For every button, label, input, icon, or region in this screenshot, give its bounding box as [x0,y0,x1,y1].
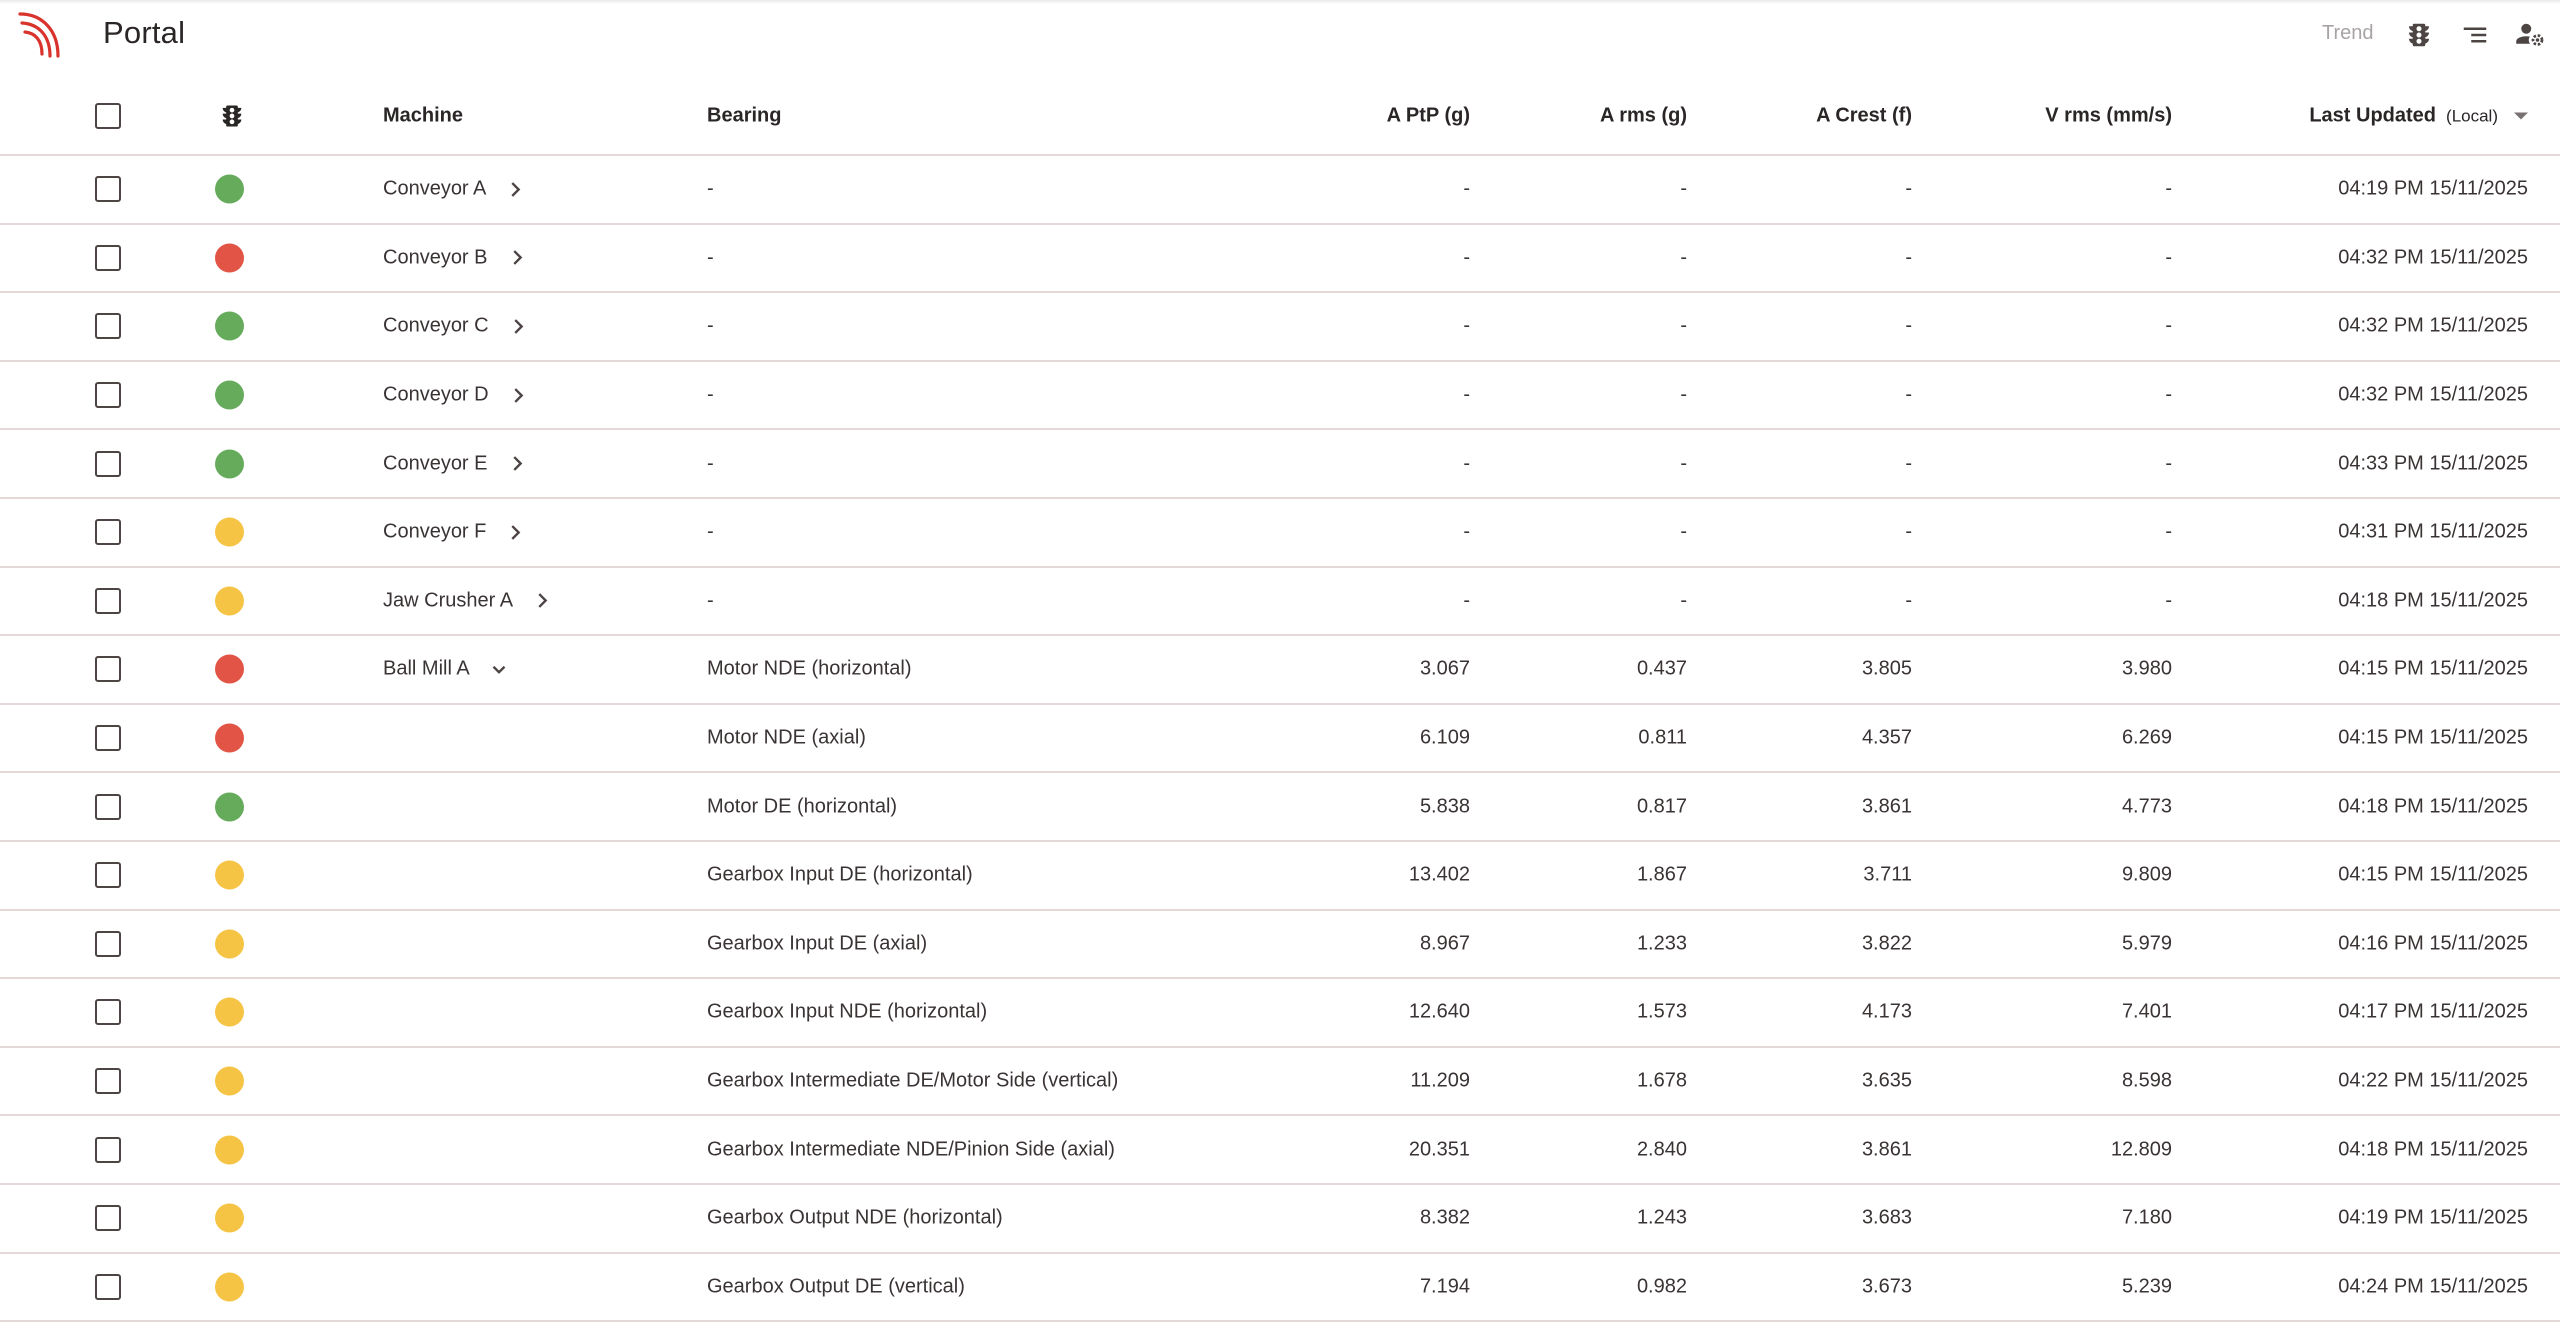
row-checkbox[interactable] [95,588,121,614]
bearing-cell: Motor NDE (horizontal) [707,657,912,680]
v-rms-cell: 3.980 [2121,657,2172,680]
logo-signal-icon[interactable] [14,6,66,62]
a-crest-cell: - [1905,177,1912,200]
row-checkbox[interactable] [95,862,121,888]
chevron-down-icon[interactable] [488,658,510,680]
machine-name: Conveyor D [383,383,489,406]
table-header-row [0,78,2560,156]
v-rms-cell: - [2165,452,2172,475]
v-rms-cell: - [2165,589,2172,612]
v-rms-cell: 8.598 [2121,1069,2172,1092]
table-row[interactable] [0,1116,2560,1185]
last-updated-cell: 04:18 PM 15/11/2025 [2338,1138,2528,1161]
row-checkbox[interactable] [95,794,121,820]
last-updated-cell: 04:19 PM 15/11/2025 [2338,1206,2528,1229]
last-updated-cell: 04:24 PM 15/11/2025 [2338,1275,2528,1298]
machine-cell[interactable] [383,246,528,269]
table-row[interactable] [0,156,2560,225]
a-crest-cell: 4.173 [1861,1000,1912,1023]
chevron-right-icon[interactable] [506,453,528,475]
chevron-right-icon[interactable] [504,521,526,543]
row-checkbox[interactable] [95,725,121,751]
status-dot-yellow [215,518,244,547]
last-updated-cell: 04:32 PM 15/11/2025 [2338,383,2528,406]
row-checkbox[interactable] [95,1205,121,1231]
last-updated-cell: 04:15 PM 15/11/2025 [2338,657,2528,680]
a-ptp-cell: 6.109 [1419,726,1470,749]
a-rms-cell: - [1680,452,1687,475]
row-checkbox[interactable] [95,656,121,682]
row-checkbox[interactable] [95,451,121,477]
machine-cell[interactable] [383,452,528,475]
a-crest-cell: - [1905,246,1912,269]
header-a-ptp[interactable]: A PtP (g) [1386,104,1470,127]
user-settings-icon[interactable] [2515,20,2545,50]
a-ptp-cell: - [1463,589,1470,612]
bearing-cell: Motor DE (horizontal) [707,795,898,818]
last-updated-cell: 04:31 PM 15/11/2025 [2338,520,2528,543]
table-row[interactable] [0,1185,2560,1254]
row-checkbox[interactable] [95,1137,121,1163]
a-ptp-cell: - [1463,383,1470,406]
table-row[interactable] [0,705,2560,774]
sort-desc-arrow-icon[interactable] [2514,113,2528,120]
a-crest-cell: 3.683 [1861,1206,1912,1229]
row-checkbox[interactable] [95,1274,121,1300]
machine-cell[interactable] [383,658,510,681]
header-a-crest[interactable]: A Crest (f) [1816,104,1912,127]
table-row[interactable] [0,979,2560,1048]
a-rms-cell: - [1680,520,1687,543]
a-rms-cell: 0.817 [1636,795,1687,818]
a-crest-cell: - [1905,589,1912,612]
a-crest-cell: - [1905,314,1912,337]
row-checkbox[interactable] [95,382,121,408]
a-rms-cell: - [1680,383,1687,406]
a-rms-cell: - [1680,177,1687,200]
status-dot-green [215,175,244,204]
last-updated-cell: 04:32 PM 15/11/2025 [2338,246,2528,269]
a-ptp-cell: 8.967 [1419,932,1470,955]
table-body [0,156,2560,1322]
a-ptp-cell: 3.067 [1419,657,1470,680]
machine-cell[interactable] [383,521,526,544]
timezone-tag: (Local) [2446,106,2498,125]
row-checkbox[interactable] [95,999,121,1025]
a-rms-cell: 0.811 [1638,726,1687,749]
a-crest-cell: 3.861 [1861,1138,1912,1161]
row-checkbox[interactable] [95,245,121,271]
machine-name: Ball Mill A [383,657,470,680]
machine-name: Conveyor E [383,452,488,475]
a-crest-cell: 4.357 [1861,726,1912,749]
a-rms-cell: 0.437 [1636,657,1687,680]
a-rms-cell: 2.840 [1636,1138,1687,1161]
v-rms-cell: 7.180 [2121,1206,2172,1229]
bearing-cell: - [707,452,714,475]
status-dot-green [215,381,244,410]
v-rms-cell: 6.269 [2121,726,2172,749]
chevron-right-icon[interactable] [507,315,529,337]
bearing-cell: Gearbox Intermediate NDE/Pinion Side (axial) [707,1138,1115,1161]
a-rms-cell: 1.678 [1636,1069,1687,1092]
last-updated-cell: 04:33 PM 15/11/2025 [2338,452,2528,475]
a-crest-cell: - [1905,520,1912,543]
last-updated-cell: 04:16 PM 15/11/2025 [2338,932,2528,955]
v-rms-cell: 4.773 [2121,795,2172,818]
status-dot-green [215,312,244,341]
v-rms-cell: - [2165,520,2172,543]
a-rms-cell: - [1680,246,1687,269]
status-dot-yellow [215,1204,244,1233]
a-ptp-cell: 7.194 [1419,1275,1470,1298]
a-ptp-cell: 20.351 [1408,1138,1470,1161]
table-row[interactable] [0,1254,2560,1323]
table-row[interactable] [0,911,2560,980]
top-bar [0,0,2560,70]
machine-table [0,78,2560,1322]
last-updated-cell: 04:18 PM 15/11/2025 [2338,589,2528,612]
table-row[interactable] [0,499,2560,568]
v-rms-cell: - [2165,383,2172,406]
machine-cell[interactable] [383,315,529,338]
last-updated-cell: 04:17 PM 15/11/2025 [2338,1000,2528,1023]
a-rms-cell: 0.982 [1636,1275,1687,1298]
table-row[interactable] [0,293,2560,362]
a-crest-cell: - [1905,383,1912,406]
last-updated-cell: 04:15 PM 15/11/2025 [2338,863,2528,886]
machine-name: Conveyor B [383,246,488,269]
bearing-cell: - [707,246,714,269]
v-rms-cell: 5.979 [2121,932,2172,955]
sort-lines-icon[interactable] [2460,20,2490,50]
a-rms-cell: 1.867 [1636,863,1687,886]
header-last-updated-label: Last Updated [2309,104,2437,127]
last-updated-cell: 04:18 PM 15/11/2025 [2338,795,2528,818]
table-row[interactable] [0,1048,2560,1117]
table-row[interactable] [0,362,2560,431]
table-row[interactable] [0,842,2560,911]
bearing-cell: - [707,520,714,543]
trend-button[interactable]: Trend [2322,22,2374,44]
bearing-cell: Gearbox Input DE (axial) [707,932,928,955]
a-ptp-cell: 12.640 [1408,1000,1470,1023]
v-rms-cell: - [2165,314,2172,337]
a-rms-cell: 1.233 [1636,932,1687,955]
a-ptp-cell: - [1463,177,1470,200]
status-dot-yellow [215,1135,244,1164]
machine-cell[interactable] [383,384,529,407]
machine-name: Conveyor A [383,177,487,200]
bearing-cell: - [707,383,714,406]
header-a-rms[interactable]: A rms (g) [1599,104,1687,127]
bearing-cell: Gearbox Input NDE (horizontal) [707,1000,988,1023]
status-dot-yellow [215,998,244,1027]
bearing-cell: Gearbox Output DE (vertical) [707,1275,965,1298]
chevron-right-icon[interactable] [506,247,528,269]
a-crest-cell: 3.822 [1861,932,1912,955]
a-ptp-cell: 11.209 [1410,1069,1470,1092]
bearing-cell: Motor NDE (axial) [707,726,866,749]
select-all-checkbox[interactable] [95,103,121,129]
table-row[interactable] [0,773,2560,842]
bearing-cell: - [707,177,714,200]
v-rms-cell: 9.809 [2121,863,2172,886]
traffic-light-icon[interactable] [2404,20,2434,50]
machine-name: Conveyor F [383,520,487,543]
a-crest-cell: 3.673 [1861,1275,1912,1298]
a-rms-cell: 1.573 [1636,1000,1687,1023]
table-row[interactable] [0,430,2560,499]
header-machine[interactable]: Machine [383,104,464,127]
machine-name: Conveyor C [383,314,489,337]
last-updated-cell: 04:22 PM 15/11/2025 [2338,1069,2528,1092]
status-dot-yellow [215,929,244,958]
a-ptp-cell: - [1463,314,1470,337]
row-checkbox[interactable] [95,519,121,545]
a-crest-cell: 3.635 [1861,1069,1912,1092]
bearing-cell: Gearbox Output NDE (horizontal) [707,1206,1003,1229]
status-dot-yellow [215,586,244,615]
row-checkbox[interactable] [95,313,121,339]
a-rms-cell: - [1680,589,1687,612]
last-updated-cell: 04:32 PM 15/11/2025 [2338,314,2528,337]
v-rms-cell: 7.401 [2121,1000,2172,1023]
row-checkbox[interactable] [95,931,121,957]
last-updated-cell: 04:19 PM 15/11/2025 [2338,177,2528,200]
chevron-right-icon[interactable] [504,178,526,200]
a-rms-cell: - [1680,314,1687,337]
a-crest-cell: 3.711 [1863,863,1912,886]
bearing-cell: - [707,589,714,612]
a-ptp-cell: 13.402 [1408,863,1470,886]
app-title: Portal [103,15,186,50]
status-dot-green [215,449,244,478]
header-last-updated[interactable] [2309,105,2528,128]
status-dot-yellow [215,861,244,890]
row-checkbox[interactable] [95,176,121,202]
status-dot-green [215,792,244,821]
v-rms-cell: 12.809 [2110,1138,2172,1161]
header-v-rms[interactable]: V rms (mm/s) [2045,104,2172,127]
status-dot-yellow [215,1067,244,1096]
status-dot-red [215,724,244,753]
v-rms-cell: - [2165,246,2172,269]
v-rms-cell: 5.239 [2121,1275,2172,1298]
status-column-traffic-light-icon[interactable] [218,102,246,130]
header-bearing[interactable]: Bearing [707,104,782,127]
table-row[interactable] [0,636,2560,705]
bearing-cell: Gearbox Intermediate DE/Motor Side (vertical) [707,1069,1119,1092]
a-crest-cell: 3.861 [1861,795,1912,818]
a-ptp-cell: 5.838 [1419,795,1470,818]
last-updated-cell: 04:15 PM 15/11/2025 [2338,726,2528,749]
a-ptp-cell: - [1463,520,1470,543]
a-ptp-cell: - [1463,452,1470,475]
bearing-cell: - [707,314,714,337]
status-dot-red [215,655,244,684]
a-rms-cell: 1.243 [1636,1206,1687,1229]
status-dot-yellow [215,1272,244,1301]
a-ptp-cell: 8.382 [1419,1206,1470,1229]
chevron-right-icon[interactable] [531,590,553,612]
a-ptp-cell: - [1463,246,1470,269]
bearing-cell: Gearbox Input DE (horizontal) [707,863,973,886]
chevron-right-icon[interactable] [507,384,529,406]
status-dot-red [215,243,244,272]
machine-name: Jaw Crusher A [383,589,514,612]
table-row[interactable] [0,225,2560,294]
v-rms-cell: - [2165,177,2172,200]
a-crest-cell: 3.805 [1861,657,1912,680]
a-crest-cell: - [1905,452,1912,475]
table-row[interactable] [0,568,2560,637]
row-checkbox[interactable] [95,1068,121,1094]
machine-cell[interactable] [383,589,553,612]
machine-cell[interactable] [383,178,526,201]
